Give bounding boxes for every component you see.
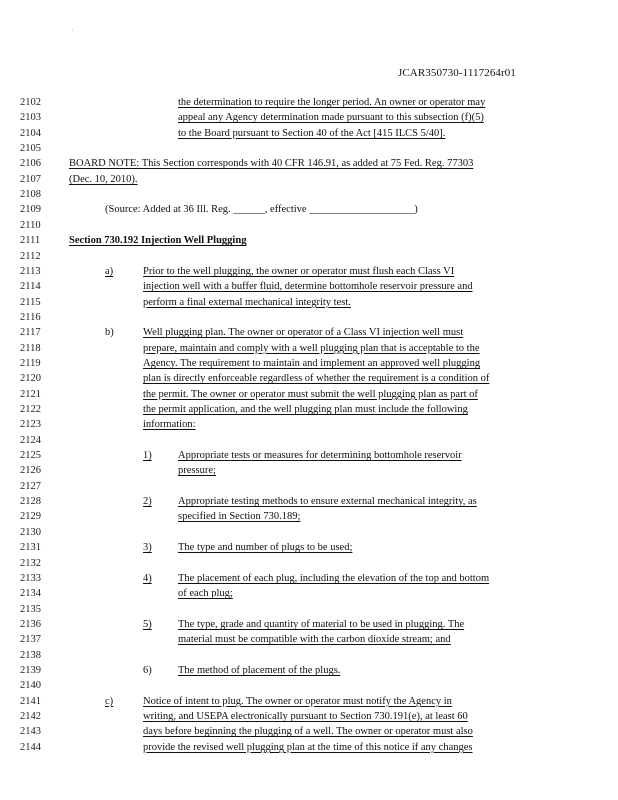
- text-line: Appropriate tests or measures for determining bottomhole reservoir: [178, 450, 462, 462]
- line-number: 2106: [20, 158, 41, 170]
- text-line: BOARD NOTE: This Section corresponds with 40 CFR 146.91, as added at 75 Fed. Reg. 77303: [69, 158, 474, 170]
- line-number: 2114: [20, 281, 41, 293]
- line-number: 2126: [20, 465, 41, 477]
- text-line: The type, grade and quantity of material to be used in plugging. The: [178, 618, 465, 630]
- line-number: 2131: [20, 542, 41, 554]
- text-line: plan is directly enforceable regardless of whether the requirement is a condition of: [143, 373, 490, 385]
- text-line: The placement of each plug, including the elevation of the top and bottom: [178, 572, 490, 584]
- line-number: 2135: [20, 603, 41, 615]
- item-marker: 3): [143, 542, 152, 554]
- line-number: 2142: [20, 711, 41, 722]
- item-marker: 4): [143, 572, 152, 584]
- item-marker: a): [105, 265, 114, 277]
- line-number: 2120: [20, 373, 41, 385]
- line-number: 2102: [20, 97, 41, 108]
- text-line: Notice of intent to plug. The owner or operator must notify the Agency in: [143, 695, 452, 707]
- line-number: 2112: [20, 250, 41, 262]
- line-number: 2124: [20, 434, 41, 446]
- document-id: JCAR350730-1117264r01: [397, 67, 516, 79]
- line-number: 2129: [20, 511, 41, 523]
- line-number: 2108: [20, 189, 41, 201]
- text-line: days before beginning the plugging of a well. The owner or operator must also: [143, 726, 473, 738]
- line-number: 2134: [20, 588, 41, 600]
- text-line: prepare, maintain and comply with a well plugging plan that is acceptable to the: [143, 342, 480, 354]
- item-marker: c): [105, 695, 114, 707]
- line-number: 2109: [20, 204, 41, 216]
- line-number: 2143: [20, 726, 41, 738]
- line-number: 2111: [20, 235, 41, 247]
- item-marker: 2): [143, 496, 152, 508]
- text-line: Appropriate testing methods to ensure external mechanical integrity, as: [178, 496, 477, 508]
- text-line: the permit. The owner or operator must submit the well plugging plan as part of: [143, 388, 478, 400]
- line-number: 2122: [20, 404, 41, 415]
- item-marker: 1): [143, 450, 152, 462]
- line-number: 2128: [20, 496, 41, 508]
- line-number: 2136: [20, 618, 41, 630]
- line-number: 2103: [20, 112, 41, 124]
- line-number: 2133: [20, 572, 41, 584]
- text-line: the permit application, and the well plugging plan must include the following: [143, 404, 468, 415]
- text-line: injection well with a buffer fluid, determine bottomhole reservoir pressure and: [143, 281, 473, 293]
- line-number: 2118: [20, 342, 41, 354]
- item-marker: b): [105, 327, 114, 339]
- line-number: 2123: [20, 419, 41, 431]
- text-line: material must be compatible with the carbon dioxide stream; and: [178, 634, 451, 646]
- text-line: The type and number of plugs to be used;: [178, 542, 353, 554]
- item-marker: 5): [143, 618, 152, 630]
- text-line: pressure;: [178, 465, 216, 477]
- line-number: 2119: [20, 357, 41, 369]
- text-line: Well plugging plan. The owner or operator of a Class VI injection well must: [143, 327, 464, 339]
- line-number: 2105: [20, 143, 41, 155]
- line-number: 2113: [20, 265, 41, 277]
- line-number: 2141: [20, 695, 41, 707]
- text-line: (Dec. 10, 2010).: [69, 173, 138, 185]
- text-line: appeal any Agency determination made pursuant to this subsection (f)(5): [178, 112, 484, 124]
- line-number: 2139: [20, 664, 41, 676]
- line-number: 2138: [20, 649, 41, 661]
- line-number: 2137: [20, 634, 41, 646]
- line-number: 2144: [20, 741, 41, 753]
- line-number: 2104: [20, 127, 41, 139]
- line-number: 2117: [20, 327, 41, 339]
- line-number: 2132: [20, 557, 41, 569]
- line-number: 2121: [20, 388, 41, 400]
- line-number: 2130: [20, 526, 41, 538]
- text-line: to the Board pursuant to Section 40 of the Act [415 ILCS 5/40].: [178, 127, 446, 139]
- text-line: Section 730.192 Injection Well Plugging: [69, 235, 247, 247]
- text-line: The method of placement of the plugs.: [178, 664, 341, 676]
- line-number: 2140: [20, 680, 41, 692]
- text-line: (Source: Added at 36 Ill. Reg. ______, effective ____________________): [105, 204, 418, 216]
- text-line: of each plug;: [178, 588, 233, 600]
- line-number: 2127: [20, 480, 41, 492]
- line-number: 2125: [20, 450, 41, 462]
- text-line: specified in Section 730.189;: [178, 511, 301, 523]
- item-marker: 6): [143, 664, 152, 676]
- text-line: provide the revised well plugging plan at the time of this notice if any changes: [143, 741, 473, 753]
- text-line: Prior to the well plugging, the owner or operator must flush each Class VI: [143, 265, 455, 277]
- line-number: 2107: [20, 173, 41, 185]
- text-line: writing, and USEPA electronically pursuant to Section 730.191(e), at least 60: [143, 711, 468, 722]
- line-number: 2116: [20, 311, 41, 323]
- text-line: information:: [143, 419, 196, 431]
- text-line: the determination to require the longer period. An owner or operator may: [178, 97, 486, 108]
- line-number: 2110: [20, 219, 41, 231]
- line-number: 2115: [20, 296, 41, 308]
- scan-speck: ·: [71, 26, 74, 35]
- text-line: Agency. The requirement to maintain and implement an approved well plugging: [143, 357, 481, 369]
- text-line: perform a final external mechanical integrity test.: [143, 296, 351, 308]
